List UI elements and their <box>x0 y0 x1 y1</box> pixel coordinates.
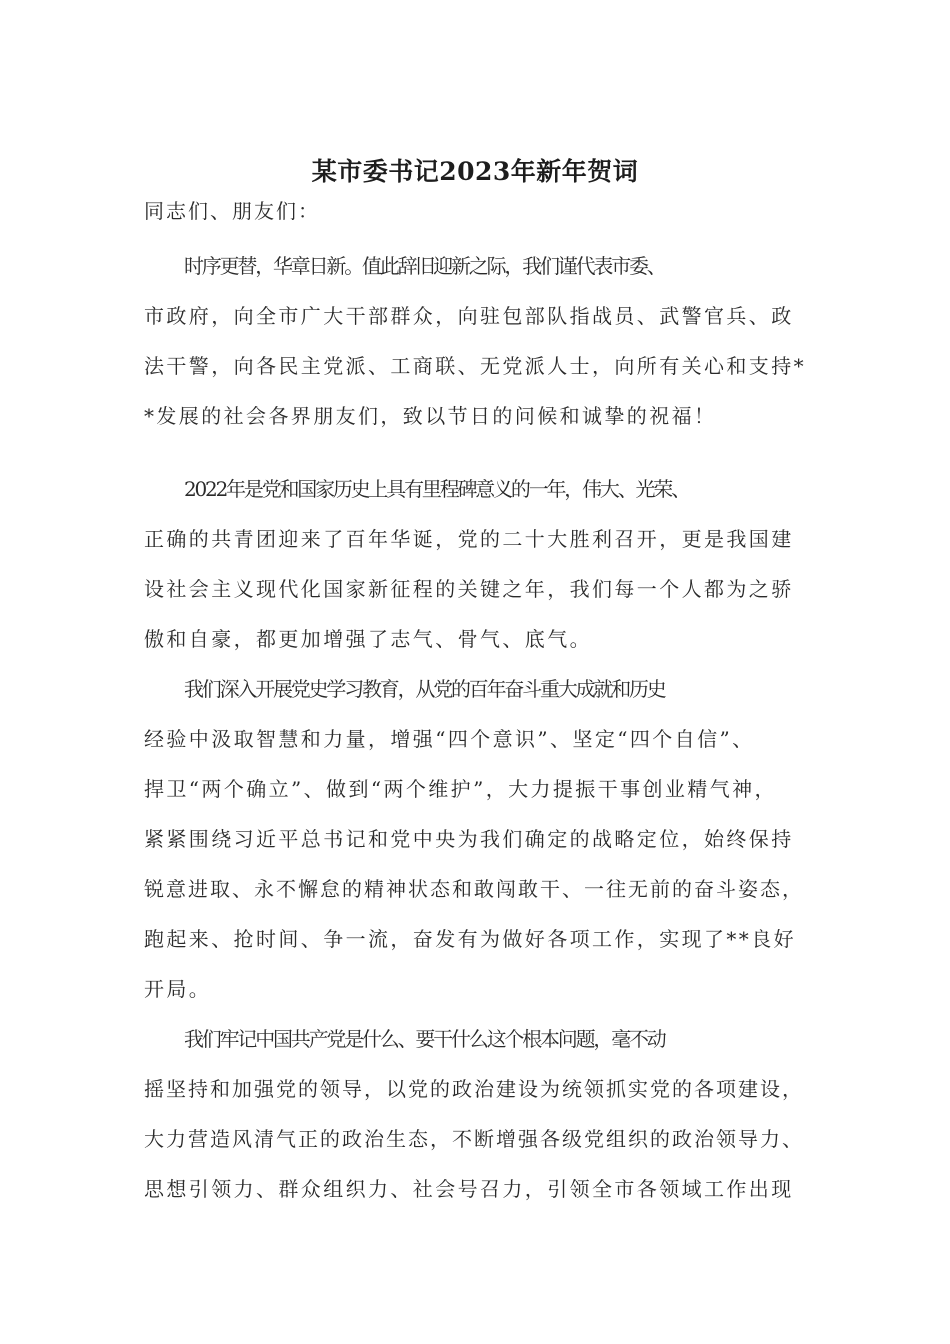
paragraph-line: 设社会主义现代化国家新征程的关键之年，我们每一个人都为之骄 <box>144 577 794 601</box>
paragraph-line: 法干警，向各民主党派、工商联、无党派人士，向所有关心和支持* <box>144 354 806 378</box>
paragraph-line: 锐意进取、永不懈怠的精神状态和敢闯敢干、一往无前的奋斗姿态， <box>144 877 804 901</box>
paragraph-line: 思想引领力、群众组织力、社会号召力，引领全市各领域工作出现 <box>144 1177 794 1201</box>
paragraph-line: 大力营造风清气正的政治生态，不断增强各级党组织的政治领导力、 <box>144 1127 804 1151</box>
paragraph-line: 时序更替，华章日新。值此辞旧迎新之际，我们谨代表市委、 <box>184 254 665 278</box>
paragraph-line: 正确的共青团迎来了百年华诞，党的二十大胜利召开，更是我国建 <box>144 527 794 551</box>
paragraph-line: 我们深入开展党史学习教育，从党的百年奋斗重大成就和历史 <box>184 677 665 701</box>
paragraph-line: 经验中汲取智慧和力量，增强“四个意识”、坚定“四个自信”、 <box>144 727 755 751</box>
paragraph-line: 2022年是党和国家历史上具有里程碑意义的一年，伟大、光荣、 <box>184 477 689 501</box>
document-title: 某市委书记2023年新年贺词 <box>311 157 639 186</box>
paragraph-line: 跑起来、抢时间、争一流，奋发有为做好各项工作，实现了**良好 <box>144 927 796 951</box>
paragraph-line: 傲和自豪，都更加增强了志气、骨气、底气。 <box>144 627 592 651</box>
salutation: 同志们、朋友们： <box>144 199 320 223</box>
paragraph-line: 我们牢记中国共产党是什么、要干什么这个根本问题，毫不动 <box>184 1027 665 1051</box>
paragraph-line: *发展的社会各界朋友们，致以节日的问候和诚挚的祝福！ <box>144 404 717 428</box>
paragraph-line: 紧紧围绕习近平总书记和党中央为我们确定的战略定位，始终保持 <box>144 827 794 851</box>
paragraph-line: 市政府，向全市广大干部群众，向驻包部队指战员、武警官兵、政 <box>144 304 794 328</box>
paragraph-line: 摇坚持和加强党的领导，以党的政治建设为统领抓实党的各项建设， <box>144 1077 804 1101</box>
paragraph-line: 开局。 <box>144 977 212 1001</box>
paragraph-line: 捍卫“两个确立”、做到“两个维护”，大力提振干事创业精气神， <box>144 777 777 801</box>
